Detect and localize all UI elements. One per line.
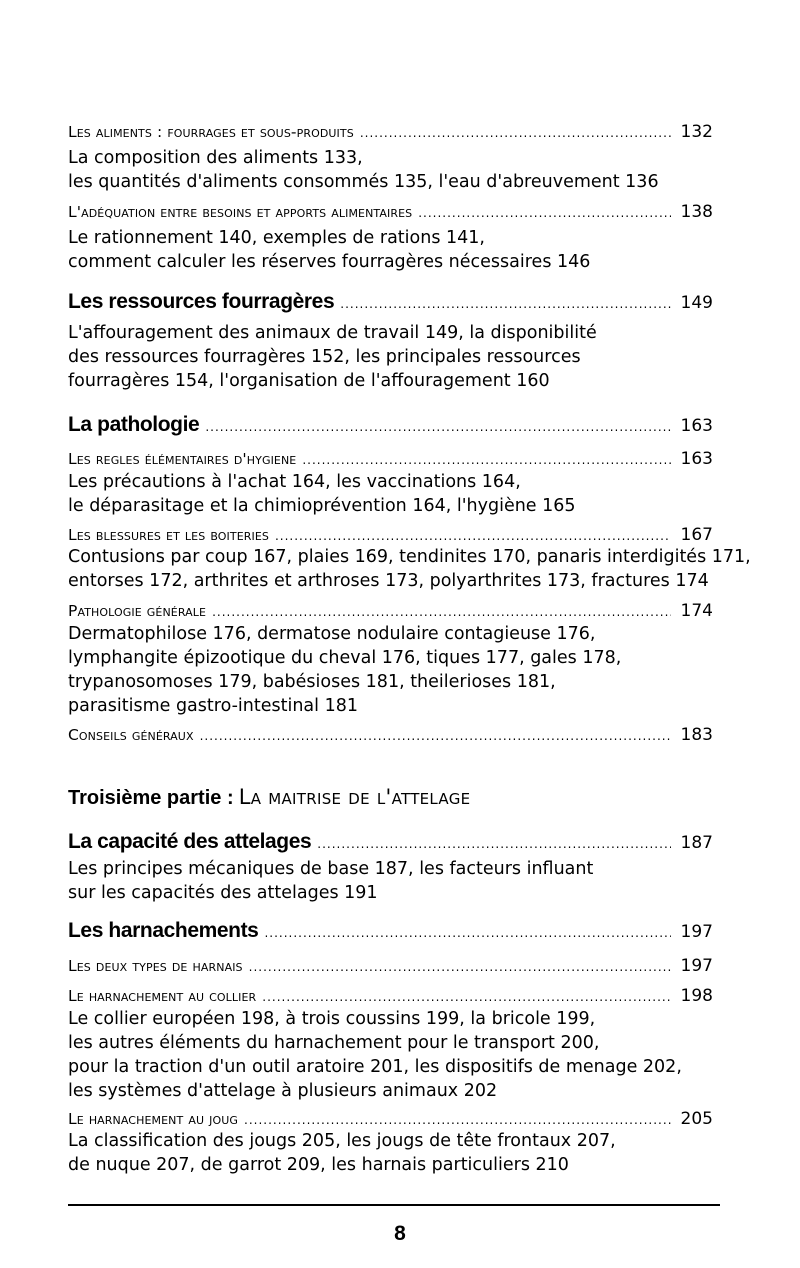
- entry-title: L'adéquation entre besoins et apports alimentaires: [68, 203, 413, 221]
- detail-line: Le collier européen 198, à trois coussins 199, la bricole 199,: [68, 1009, 596, 1029]
- dot-leader: [262, 990, 670, 1004]
- chapter-page: 163: [680, 416, 713, 436]
- chapter-page: 187: [680, 833, 713, 853]
- entry-page: 167: [680, 525, 713, 545]
- dot-leader: [340, 297, 670, 311]
- entry-details: [68, 1007, 718, 1103]
- dot-leader: [212, 605, 670, 619]
- entry-details: [68, 1129, 718, 1177]
- entry-title: Pathologie générale: [68, 602, 207, 620]
- entry-details: [68, 622, 718, 718]
- dot-leader: [244, 1113, 671, 1127]
- detail-line: pour la traction d'un outil aratoire 201, les dispositifs de menage 202,: [68, 1057, 682, 1077]
- chapter-page: 197: [680, 922, 713, 942]
- page-number: 8: [394, 1222, 406, 1245]
- entry-title: Les aliments : fourrages et sous-produits: [68, 123, 354, 141]
- dot-leader: [275, 529, 671, 543]
- entry-title: Le harnachement au joug: [68, 1110, 239, 1128]
- chapter-title: La capacité des attelages: [68, 830, 312, 853]
- detail-line: les autres éléments du harnachement pour le transport 200,: [68, 1033, 600, 1053]
- detail-line: Contusions par coup 167, plaies 169, tendinites 170, panaris interdigités 171,: [68, 547, 751, 567]
- detail-line: trypanosomoses 179, babésioses 181, theilerioses 181,: [68, 672, 556, 692]
- detail-line: fourragères 154, l'organisation de l'affouragement 160: [68, 371, 550, 391]
- part-heading: [68, 785, 470, 810]
- entry-page: 163: [680, 449, 713, 469]
- entry-page: 198: [680, 986, 713, 1006]
- chapter-title: La pathologie: [68, 413, 200, 436]
- toc-chapter-harnachements[interactable]: [68, 919, 713, 943]
- entry-details: [68, 146, 718, 194]
- toc-chapter-ressources-fourrageres[interactable]: [68, 290, 713, 314]
- dot-leader: [360, 126, 671, 140]
- entry-page: 138: [680, 202, 713, 222]
- chapter-title: Les ressources fourragères: [68, 290, 335, 313]
- toc-entry-pathologie-generale[interactable]: [68, 601, 713, 621]
- detail-line: lymphangite épizootique du cheval 176, tiques 177, gales 178,: [68, 648, 622, 668]
- part-label: Troisième partie :: [68, 787, 234, 809]
- dot-leader: [200, 729, 671, 743]
- entry-page: 183: [680, 725, 713, 745]
- detail-line: parasitisme gastro-intestinal 181: [68, 696, 358, 716]
- toc-chapter-pathologie[interactable]: [68, 413, 713, 437]
- detail-line: Les principes mécaniques de base 187, les facteurs influant: [68, 859, 594, 879]
- detail-line: entorses 172, arthrites et arthroses 173, polyarthrites 173, fractures 174: [68, 571, 709, 591]
- dot-leader: [264, 926, 670, 940]
- chapter-title: Les harnachements: [68, 919, 259, 942]
- detail-line: de nuque 207, de garrot 209, les harnais particuliers 210: [68, 1155, 569, 1175]
- entry-title: Le harnachement au collier: [68, 987, 257, 1005]
- entry-page: 132: [680, 122, 713, 142]
- toc-entry-aliments[interactable]: [68, 122, 713, 142]
- dot-leader: [317, 837, 670, 851]
- entry-details: [68, 226, 718, 274]
- toc-entry-collier[interactable]: [68, 986, 713, 1006]
- detail-line: comment calculer les réserves fourragères nécessaires 146: [68, 252, 591, 272]
- entry-page: 205: [680, 1109, 713, 1129]
- dot-leader: [302, 453, 670, 467]
- toc-entry-deux-types[interactable]: [68, 956, 713, 976]
- detail-line: le déparasitage et la chimioprévention 164, l'hygiène 165: [68, 496, 576, 516]
- detail-line: les quantités d'aliments consommés 135, l'eau d'abreuvement 136: [68, 172, 659, 192]
- toc-entry-joug[interactable]: [68, 1109, 713, 1129]
- entry-title: Les deux types de harnais: [68, 957, 243, 975]
- toc-entry-conseils[interactable]: [68, 725, 713, 745]
- detail-line: La composition des aliments 133,: [68, 148, 363, 168]
- entry-title: Les blessures et les boiteries: [68, 526, 269, 544]
- entry-page: 174: [680, 601, 713, 621]
- entry-details: [68, 545, 751, 593]
- dot-leader: [249, 960, 671, 974]
- part-name: La maitrise de l'attelage: [238, 785, 471, 809]
- detail-line: L'affouragement des animaux de travail 149, la disponibilité: [68, 323, 597, 343]
- entry-title: Conseils généraux: [68, 726, 194, 744]
- chapter-details: [68, 321, 718, 393]
- detail-line: des ressources fourragères 152, les principales ressources: [68, 347, 581, 367]
- detail-line: Les précautions à l'achat 164, les vaccinations 164,: [68, 472, 521, 492]
- detail-line: les systèmes d'attelage à plusieurs animaux 202: [68, 1081, 498, 1101]
- detail-line: Le rationnement 140, exemples de rations 141,: [68, 228, 485, 248]
- dot-leader: [205, 420, 670, 434]
- detail-line: La classification des jougs 205, les jougs de tête frontaux 207,: [68, 1131, 616, 1151]
- entry-page: 197: [680, 956, 713, 976]
- toc-entry-blessures[interactable]: [68, 525, 713, 545]
- chapter-details: [68, 857, 718, 905]
- chapter-page: 149: [680, 293, 713, 313]
- entry-details: [68, 470, 718, 518]
- toc-chapter-capacite[interactable]: [68, 830, 713, 854]
- detail-line: sur les capacités des attelages 191: [68, 883, 378, 903]
- toc-entry-hygiene[interactable]: [68, 449, 713, 469]
- detail-line: Dermatophilose 176, dermatose nodulaire contagieuse 176,: [68, 624, 596, 644]
- toc-entry-adequation[interactable]: [68, 202, 713, 222]
- dot-leader: [418, 206, 670, 220]
- entry-title: Les regles élémentaires d'hygiene: [68, 450, 297, 468]
- footer-rule: [68, 1204, 720, 1206]
